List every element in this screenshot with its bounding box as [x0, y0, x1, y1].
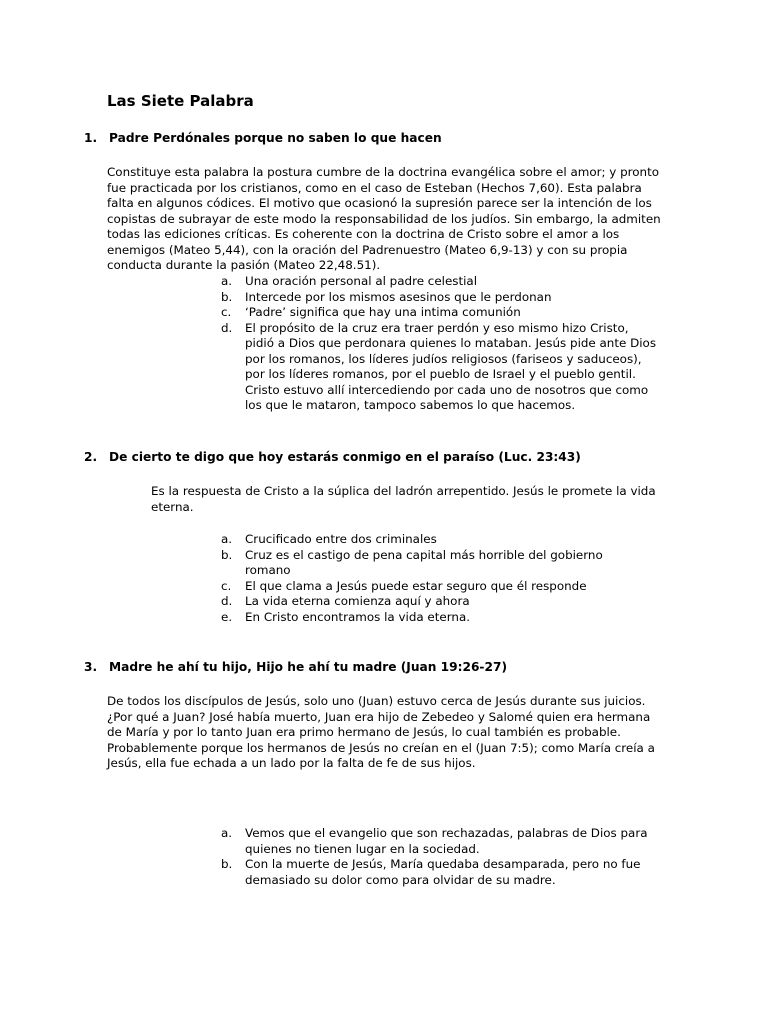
section-1-number: 1.	[84, 131, 98, 145]
list-item-text: Cruz es el castigo de pena capital más horrible del gobierno romano	[245, 547, 603, 577]
list-item-text: ‘Padre’ significa que hay una intima comunión	[245, 305, 521, 319]
list-item	[221, 594, 641, 610]
list-item	[221, 305, 661, 321]
list-item-text: El que clama a Jesús puede estar seguro que él responde	[245, 578, 587, 593]
section-3-paragraph: De todos los discípulos de Jesús, solo uno (Juan) estuvo cerca de Jesús durante sus juicios. ¿Por qué a Juan? José había muerto, Juan era hijo de Zebedeo y Salomé quien era hermana de María y por lo tanto Juan era primo hermano de Jesús, lo cual también es probable. Probablemente porque los hermanos de Jesús no creían en el (Juan 7:5); como María creía a Jesús, ella fue echada a un lado por la falta de fe de sus hijos.	[107, 694, 655, 770]
list-marker: d.	[221, 320, 233, 335]
section-2-list	[221, 532, 641, 625]
list-item	[221, 857, 651, 888]
section-2-paragraph: Es la respuesta de Cristo a la súplica del ladrón arrepentido. Jesús le promete la vida eterna.	[151, 484, 656, 514]
list-item-text: Con la muerte de Jesús, María quedaba desamparada, pero no fue demasiado su dolor como para olvidar de su madre.	[245, 857, 641, 887]
list-marker: b.	[221, 289, 233, 304]
section-2-heading-text: De cierto te digo que hoy estarás conmigo en el paraíso (Luc. 23:43)	[109, 450, 581, 464]
list-item-text: Vemos que el evangelio que son rechazadas, palabras de Dios para quienes no tienen lugar en la sociedad.	[245, 826, 648, 856]
list-item	[221, 548, 641, 579]
list-item-text: Intercede por los mismos asesinos que le perdonan	[245, 289, 552, 304]
list-item-text: La vida eterna comienza aquí y ahora	[245, 594, 470, 608]
section-2-heading	[84, 450, 581, 464]
section-3-heading	[84, 660, 507, 674]
list-item	[221, 274, 661, 290]
list-item	[221, 290, 661, 306]
section-1-paragraph: Constituye esta palabra la postura cumbre de la doctrina evangélica sobre el amor; y pronto fue practicada por los cristianos, como en el caso de Esteban (Hechos 7,60). Esta palabra falta en algunos códices. El motivo que ocasionó la supresión parece ser la intención de los copistas de subrayar de este modo la responsabilidad de los judíos. Sin embargo, la admiten todas las ediciones críticas. Es coherente con la doctrina de Cristo sobre el amor a los enemigos (Mateo 5,44), con la oración del Padrenuestro (Mateo 6,9-13) y con su propia conducta durante la pasión (Mateo 22,48.51).	[107, 165, 661, 272]
list-item	[221, 579, 641, 595]
list-marker: c.	[221, 305, 232, 319]
list-item-text: Crucificado entre dos criminales	[245, 532, 437, 546]
section-1-heading	[84, 131, 442, 145]
list-item-text: En Cristo encontramos la vida eterna.	[245, 609, 471, 624]
list-marker: d.	[221, 594, 233, 608]
list-marker: a.	[221, 532, 233, 546]
list-marker: e.	[221, 609, 233, 624]
list-item	[221, 321, 661, 414]
list-item-text: Una oración personal al padre celestial	[245, 274, 478, 288]
list-marker: a.	[221, 274, 233, 288]
section-3-list	[221, 826, 651, 888]
list-marker: b.	[221, 547, 233, 562]
list-marker: b.	[221, 857, 233, 871]
list-marker: c.	[221, 578, 232, 593]
list-item	[221, 826, 651, 857]
section-1-list	[221, 274, 661, 414]
list-item	[221, 610, 641, 626]
section-1-heading-text: Padre Perdónales porque no saben lo que hacen	[109, 131, 442, 145]
document-title: Las Siete Palabra	[107, 92, 254, 110]
list-item-text: El propósito de la cruz era traer perdón y eso mismo hizo Cristo, pidió a Dios que perdonara quienes lo mataban. Jesús pide ante Dios por los romanos, los líderes judíos religiosos (fariseos y saduceos), por los líderes romanos, por el pueblo de Israel y el pueblo gentil. Cristo estuvo allí intercediendo por cada uno de nosotros que como los que le mataron, tampoco sabemos lo que hacemos.	[245, 320, 657, 412]
section-3-number: 3.	[84, 660, 98, 674]
section-2-number: 2.	[84, 450, 98, 464]
list-marker: a.	[221, 826, 233, 840]
list-item	[221, 532, 641, 548]
section-3-heading-text: Madre he ahí tu hijo, Hijo he ahí tu madre (Juan 19:26-27)	[109, 660, 508, 674]
